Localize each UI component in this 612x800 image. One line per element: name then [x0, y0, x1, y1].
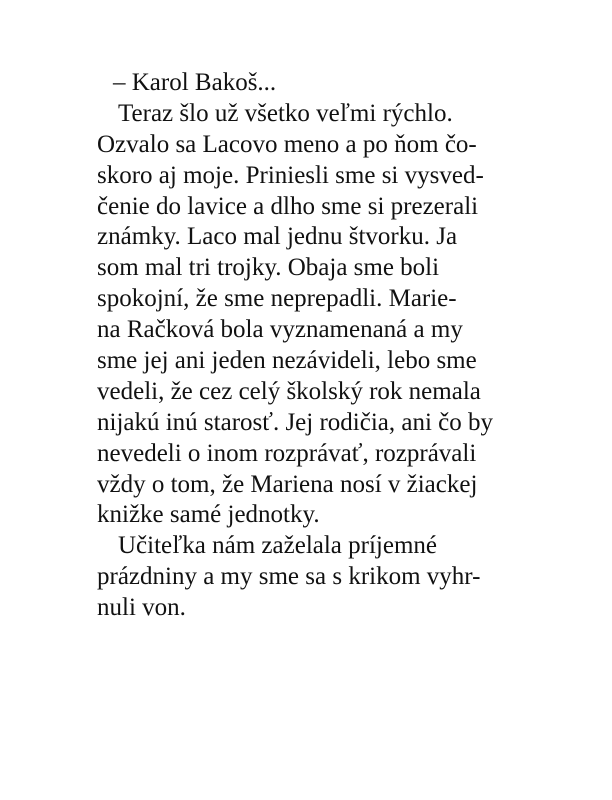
paragraph-line: nevedeli o inom rozprávať, rozprávali [97, 439, 477, 467]
body-text [97, 68, 537, 624]
paragraph-line: vždy o tom, že Mariena nosí v žiackej [97, 470, 478, 498]
paragraph-line: prázdniny a my sme sa s krikom vyhr- [97, 563, 481, 591]
paragraph-line: knižke samé jednotky. [97, 501, 320, 529]
paragraph-line: známky. Laco mal jednu štvorku. Ja [97, 223, 458, 251]
paragraph-line: čenie do lavice a dlho sme si prezerali [97, 192, 479, 220]
paragraph-line: Učiteľka nám zaželala príjemné [118, 532, 438, 560]
paragraph-line: skoro aj moje. Priniesli sme si vysved- [97, 161, 484, 189]
paragraph-line: som mal tri trojky. Obaja sme boli [97, 254, 440, 282]
paragraph-line: Teraz šlo už všetko veľmi rýchlo. [118, 99, 453, 127]
paragraph-line: spokojní, že sme neprepadli. Marie- [97, 285, 457, 313]
dialogue-line: – Karol Bakoš... [113, 69, 277, 96]
paragraph-line: vedeli, že cez celý školský rok nemala [97, 377, 481, 405]
paragraph-line: nijakú inú starosť. Jej rodičia, ani čo by [97, 408, 494, 436]
paragraph-line: sme jej ani jeden nezávideli, lebo sme [97, 347, 477, 375]
paragraph-line: na Račková bola vyznamenaná a my [97, 316, 463, 344]
paragraph-line: Ozvalo sa Lacovo meno a po ňom čo- [97, 130, 477, 158]
paragraph-line: nuli von. [97, 594, 186, 622]
